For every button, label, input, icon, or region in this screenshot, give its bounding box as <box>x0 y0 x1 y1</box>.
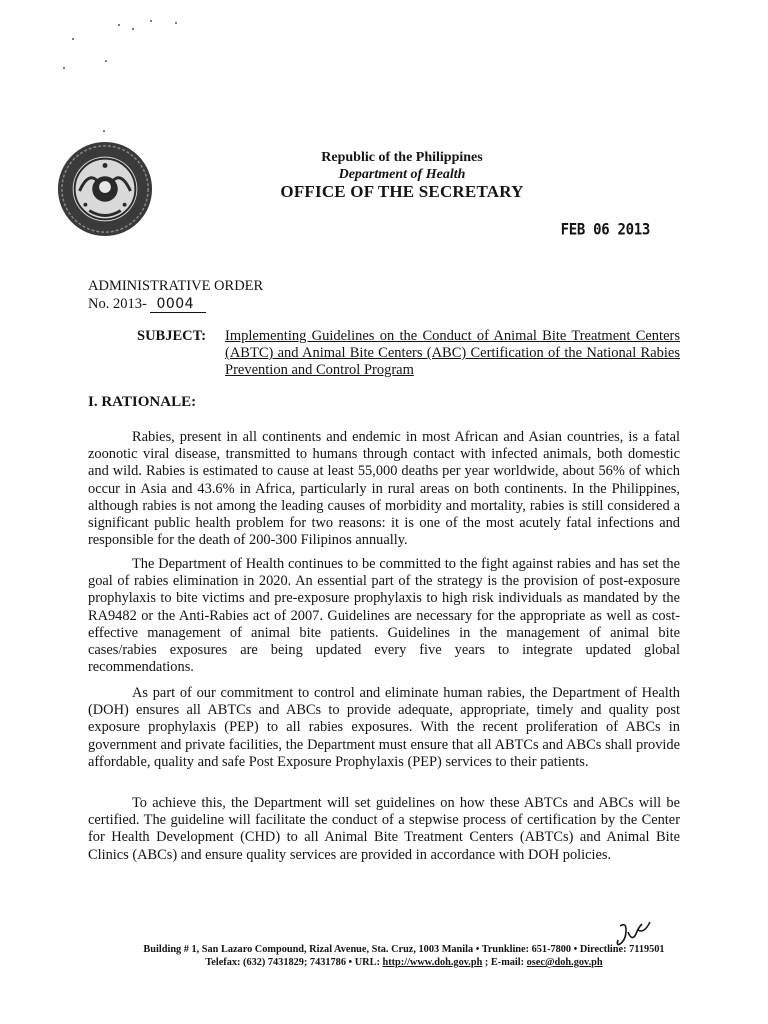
scan-speck <box>118 24 120 26</box>
letterhead-department: Department of Health <box>338 167 466 182</box>
scan-speck <box>63 67 65 69</box>
footer-url-link[interactable]: http://www.doh.gov.ph <box>382 957 483 968</box>
scan-speck <box>103 130 105 132</box>
paragraph: To achieve this, the Department will set guidelines on how these ABTCs and ABCs will be certified. The guideline will facilitate the conduct of a stepwise process of certification by the Center for Health Development (CHD) to all Animal Bite Treatment Centers (ABTCs) and Animal Bite Clinics (ABCs) and ensure quality services are provided in accordance with DOH policies. <box>88 795 680 863</box>
footer-email-link[interactable]: osec@doh.gov.ph <box>526 957 603 968</box>
scan-speck <box>105 60 107 62</box>
footer-address: Building # 1, San Lazaro Compound, Rizal Avenue, Sta. Cruz, 1003 Manila • Trunkline: 651-7800 • Directline: 7119501 <box>143 944 665 955</box>
letterhead-republic: Republic of the Philippines <box>321 150 483 165</box>
order-number <box>88 296 206 313</box>
paragraph: The Department of Health continues to be committed to the fight against rabies and has set the goal of rabies elimination in 2020. An essential part of the strategy is the provision of post-exposure prophylaxis to bite victims and pre-exposure prophylaxis to high risk individuals as mandated by the RA9482 or the Anti-Rabies act of 2007. Guidelines are necessary for the appropriate as well as cost-effective management of animal bite patients. Guidelines in the management of animal bite cases/rabies exposures are being updated every five years to integrate updated global recommendations. <box>88 556 680 676</box>
order-number-prefix: No. 2013- <box>88 296 147 312</box>
scan-speck <box>175 22 177 24</box>
scan-speck <box>132 28 134 30</box>
letterhead-office: OFFICE OF THE SECRETARY <box>280 182 524 201</box>
footer-contact <box>0 957 768 969</box>
scan-speck <box>150 20 152 22</box>
paragraph: As part of our commitment to control and eliminate human rabies, the Department of Health (DOH) ensures all ABTCs and ABCs to provide adequate, appropriate, timely and quality post exposure prophylaxis (PEP) to all rabies exposures. With the recent proliferation of ABCs in government and private facilities, the Department must ensure that all ABTCs and ABCs shall provide affordable, quality and safe Post Exposure Prophylaxis (PEP) services to their patients. <box>88 685 680 770</box>
footer-email-label: ; E-mail: <box>482 957 527 968</box>
paragraph: Rabies, present in all continents and endemic in most African and Asian countries, is a fatal zoonotic viral disease, transmitted to humans through contact with infected animals, both domestic and wild. Rabies is estimated to cause at least 55,000 deaths per year worldwide, about 56% of which occur in Asia and 43.6% in Africa, particularly in rural areas on both continents. In the Philippines, although rabies is not among the leading causes of morbidity and mortality, rabies is still considered a significant public health problem for two reasons: it is one of the most acutely fatal infections and responsible for the death of 200-300 Filipinos annually. <box>88 429 680 549</box>
scan-speck <box>72 38 74 40</box>
date-stamp: FEB 06 2013 <box>560 220 650 240</box>
section-heading: I. RATIONALE: <box>88 394 197 410</box>
order-title: ADMINISTRATIVE ORDER <box>88 278 264 294</box>
order-number-handwritten: 0004 <box>150 296 206 313</box>
subject-label: SUBJECT: <box>137 328 207 344</box>
subject-text: Implementing Guidelines on the Conduct of Animal Bite Treatment Centers (ABTC) and Animal Bite Centers (ABC) Certification of the National Rabies Prevention and Control Program <box>225 328 680 378</box>
footer-telefax: Telefax: (632) 7431829; 7431786 • URL: <box>205 957 383 968</box>
